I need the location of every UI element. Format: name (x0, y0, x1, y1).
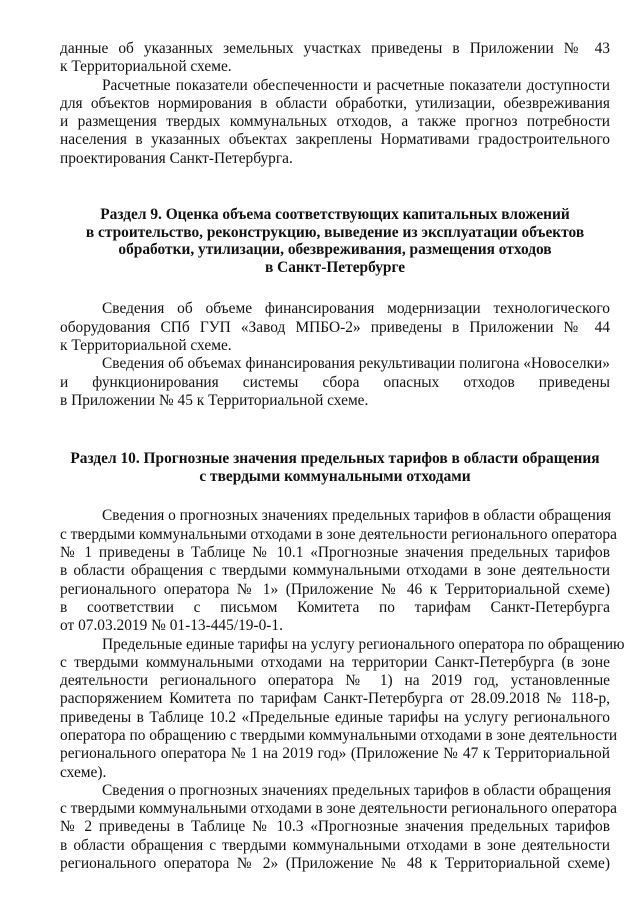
document-page (60, 40, 625, 873)
text-line: Сведения о прогнозных значениях предельных тарифов в области обращения (102, 781, 612, 799)
text-line: к Территориальной схеме. (60, 58, 232, 76)
heading-line: в Санкт-Петербурге (264, 258, 406, 276)
text-line: в области обращения с твердыми коммунальными отходами в зоне деятельности (60, 562, 610, 580)
heading-line: в строительство, реконструкцию, выведение из эксплуатации объектов (85, 223, 585, 241)
text-line: Сведения об объемах финансирования рекультивации полигона «Новоселки» (102, 355, 610, 373)
heading-line: Раздел 9. Оценка объема соответствующих капитальных вложений (100, 206, 570, 224)
text-line: в Приложении № 45 к Территориальной схеме. (60, 391, 369, 409)
paragraph-financing-recultivation (60, 355, 610, 410)
text-line: оператора по обращению с твердыми коммунальными отходами в зоне деятельности (60, 726, 618, 744)
text-line: населения в указанных объектах закреплены Нормативами градостроительного (60, 131, 610, 149)
text-line: от 07.03.2019 № 01-13-445/19-0-1. (60, 617, 283, 635)
paragraph-land-plots (60, 40, 610, 77)
text-line: с твердыми коммунальными отходами в зоне деятельности регионального оператора (60, 525, 617, 543)
heading-line: обработки, утилизации, обезвреживания, размещения отходов (118, 241, 552, 259)
text-line: Сведения о прогнозных значениях предельных тарифов в области обращения (102, 507, 612, 525)
paragraph-unified-tariffs (60, 635, 625, 782)
text-line: в соответствии с письмом Комитета по тарифам Санкт-Петербурга (60, 598, 610, 616)
text-line: № 2 приведены в Таблице № 10.3 «Прогнозные значения предельных тарифов (60, 818, 610, 836)
text-line: Расчетные показатели обеспеченности и расчетные показатели доступности (102, 76, 610, 94)
text-line: с твердыми коммунальными отходами на территории Санкт-Петербурга (в зоне (60, 653, 610, 671)
text-line: в области обращения с твердыми коммунальными отходами в зоне деятельности (60, 836, 610, 854)
paragraph-calculated-indicators (60, 77, 610, 168)
section-9-heading (60, 206, 610, 276)
text-line: регионального оператора № 2» (Приложение № 48 к Территориальной схеме) (60, 855, 610, 873)
text-line: Предельные единые тарифы на услугу регионального оператора по обращению (102, 635, 625, 653)
text-line: регионального оператора № 1 на 2019 год» (Приложение № 47 к Территориальной (60, 745, 610, 763)
text-line: проектирования Санкт-Петербурга. (60, 149, 293, 167)
text-line: Сведения об объеме финансирования модернизации технологического (102, 300, 610, 318)
text-line: № 1 приведены в Таблице № 10.1 «Прогнозные значения предельных тарифов (60, 544, 610, 562)
paragraph-financing-modernization (60, 300, 610, 355)
text-line: к Территориальной схеме. (60, 337, 232, 355)
text-line: деятельности регионального оператора № 1) на 2019 год, установленные (60, 672, 610, 690)
text-line: оборудования СПб ГУП «Завод МПБО-2» приведены в Приложении № 44 (60, 318, 610, 336)
text-line: и размещения твердых коммунальных отходов, а также прогноз потребности (60, 113, 610, 131)
text-line: регионального оператора № 1» (Приложение № 46 к Территориальной схеме) (60, 580, 610, 598)
text-line: схеме). (60, 763, 107, 781)
heading-line: Раздел 10. Прогнозные значения предельных тарифов в области обращения (70, 450, 600, 468)
heading-line: с твердыми коммунальными отходами (199, 467, 471, 485)
text-line: распоряжением Комитета по тарифам Санкт-Петербурга от 28.09.2018 № 118-р, (60, 690, 610, 708)
paragraph-tariff-forecast-operator-2 (60, 781, 617, 873)
text-line: для объектов нормирования в области обработки, утилизации, обезвреживания (60, 94, 610, 112)
text-line: данные об указанных земельных участках приведены в Приложении № 43 (60, 40, 610, 57)
text-line: приведены в Таблице 10.2 «Предельные единые тарифы на услугу регионального (60, 708, 610, 726)
text-line: и функционирования системы сбора опасных отходов приведены (60, 373, 610, 391)
text-line: с твердыми коммунальными отходами в зоне деятельности регионального оператора (60, 800, 617, 818)
paragraph-tariff-forecast-operator-1 (60, 507, 617, 635)
section-10-heading (60, 450, 610, 485)
